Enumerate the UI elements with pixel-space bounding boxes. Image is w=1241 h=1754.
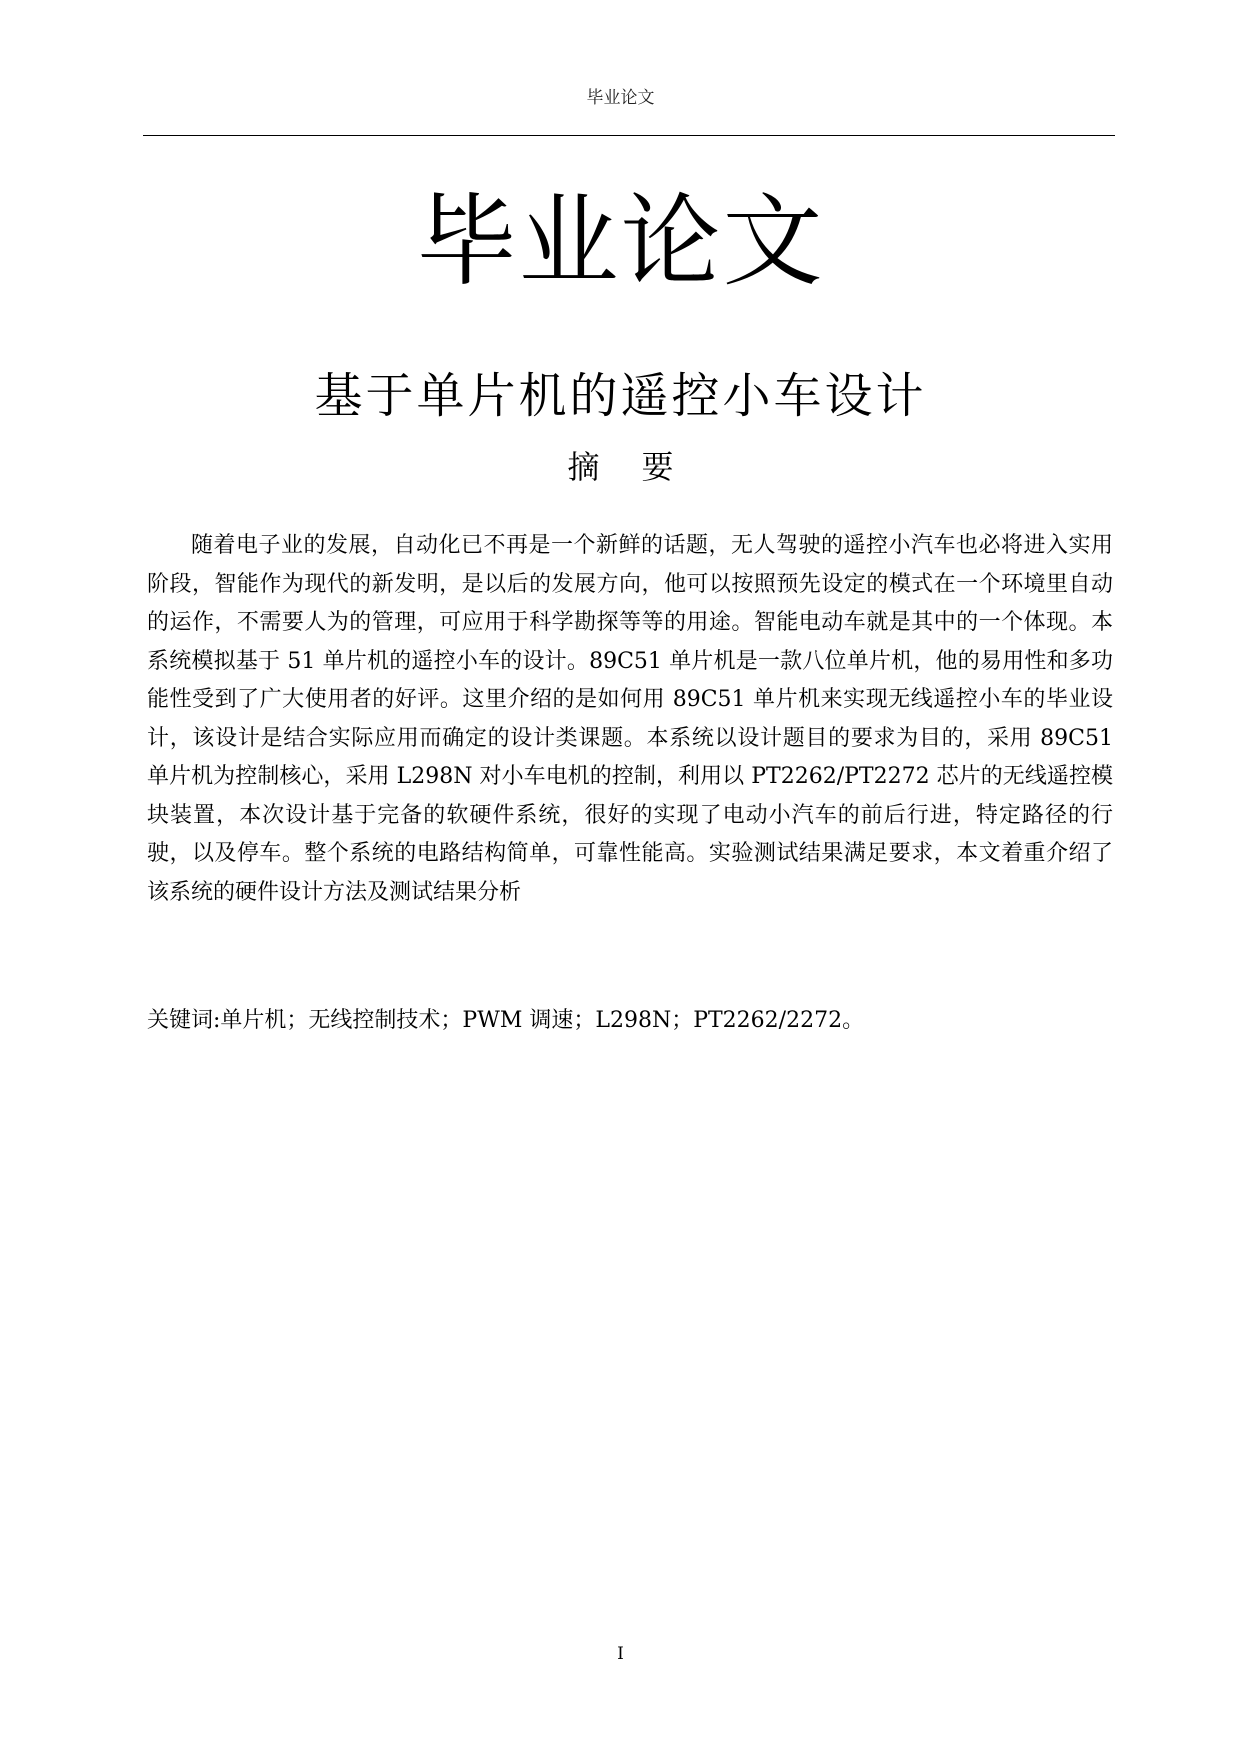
- header-divider: [143, 135, 1115, 136]
- running-header: 毕业论文: [586, 88, 655, 108]
- page-number: I: [617, 1644, 624, 1664]
- keywords-line: 关键词:单片机；无线控制技术；PWM 调速；L298N；PT2262/2272。: [147, 1008, 865, 1033]
- abstract-body: 随着电子业的发展，自动化已不再是一个新鲜的话题，无人驾驶的遥控小汽车也必将进入实用阶段，智能作为现代的新发明，是以后的发展方向，他可以按照预先设定的模式在一个环境里自动的运作，不需要人为的管理，可应用于科学勘探等等的用途。智能电动车就是其中的一个体现。本系统模拟基于 51 单片机的遥控小车的设计。89C51 单片机是一款八位单片机，他的易用性和多功能性受到了广大使用者的好评。这里介绍的是如何用 89C51 单片机来实现无线遥控小车的毕业设计，该设计是结合实际应用而确定的设计类课题。本系统以设计题目的要求为目的，采用 89C51 单片机为控制核心，采用 L298N 对小车电机的控制，利用以 PT2262/PT2272 芯片的无线遥控模块装置，本次设计基于完备的软硬件系统，很好的实现了电动小汽车的前后行进，特定路径的行驶，以及停车。整个系统的电路结构简单，可靠性能高。实验测试结果满足要求，本文着重介绍了该系统的硬件设计方法及测试结果分析: [147, 533, 1113, 905]
- thesis-title: 基于单片机的遥控小车设计: [314, 368, 927, 424]
- abstract-heading: 摘要: [567, 448, 716, 486]
- document-type-heading: 毕业论文: [416, 183, 825, 300]
